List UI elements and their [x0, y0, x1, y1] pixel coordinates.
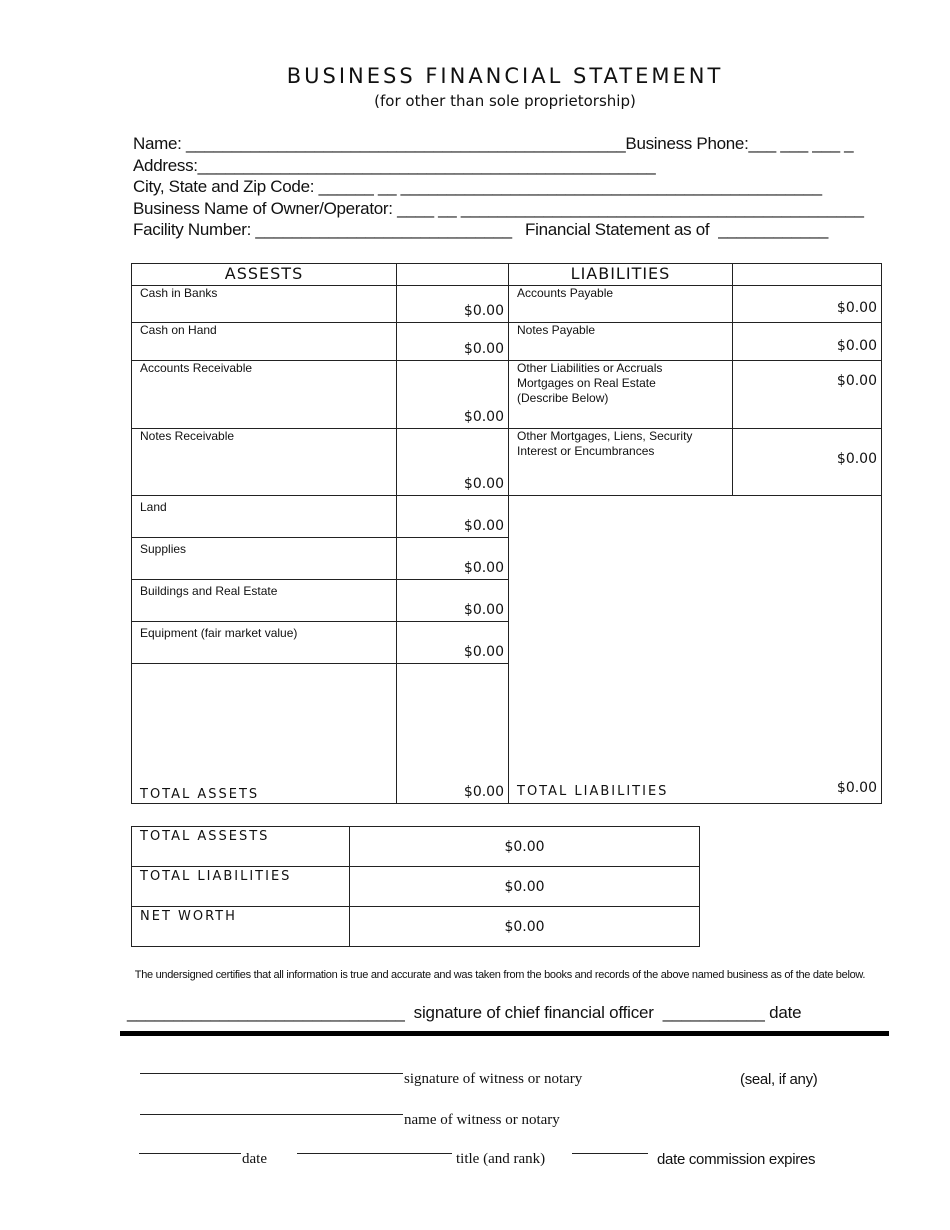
- asset-value: $0.00: [463, 644, 504, 660]
- asset-value-cell[interactable]: [397, 323, 509, 361]
- address-field[interactable]: Address:__________________________________________________: [133, 155, 656, 175]
- asset-value-cell[interactable]: [397, 361, 509, 429]
- liabilities-header: LIABILITIES: [509, 264, 733, 286]
- asset-value-cell[interactable]: [397, 429, 509, 496]
- asset-value-cell[interactable]: [397, 286, 509, 323]
- city-state-zip-field[interactable]: City, State and Zip Code: ______ __ ______________________________________________: [133, 177, 822, 196]
- summary-value: $0.00: [504, 839, 545, 855]
- page-subtitle: (for other than sole proprietorship): [374, 92, 636, 110]
- summary-value-cell[interactable]: [350, 827, 700, 867]
- name-field[interactable]: Name: ________________________________________________Business Phone:___ ___ ___ _: [133, 134, 854, 153]
- balance-sheet-table: [131, 263, 882, 804]
- liability-value: $0.00: [836, 451, 877, 467]
- commission-expires-label: date commission expires: [657, 1151, 816, 1168]
- liability-label: Notes Payable: [509, 323, 733, 361]
- total-liabilities-label: TOTAL LIABILITIES: [517, 784, 669, 799]
- title-line[interactable]: [297, 1153, 452, 1154]
- asset-value: $0.00: [463, 341, 504, 357]
- summary-value: $0.00: [504, 919, 545, 935]
- asset-value-cell[interactable]: [397, 580, 509, 622]
- certification-text: The undersigned certifies that all information is true and accurate and was taken from the books and records of the above named business as of the date below.: [134, 969, 866, 981]
- asset-label: Land: [132, 496, 397, 538]
- applicant-fields: [133, 133, 864, 241]
- witness-signature-label: signature of witness or notary: [404, 1071, 583, 1087]
- liability-value-cell[interactable]: [733, 429, 882, 496]
- summary-value-cell[interactable]: [350, 867, 700, 907]
- asset-label: Accounts Receivable: [132, 361, 397, 429]
- business-name-field[interactable]: Business Name of Owner/Operator: ____ __ ____________________________________________: [133, 198, 864, 218]
- liability-value-cell[interactable]: [733, 361, 882, 429]
- asset-value: $0.00: [463, 602, 504, 618]
- liability-value: $0.00: [836, 338, 877, 354]
- asset-value: $0.00: [463, 518, 504, 534]
- facility-number-field[interactable]: Facility Number: ____________________________ Financial Statement as of ____________: [133, 220, 829, 239]
- liability-value: $0.00: [836, 373, 877, 389]
- asset-value-cell[interactable]: [397, 538, 509, 580]
- asset-value: $0.00: [463, 560, 504, 576]
- asset-label: Cash on Hand: [132, 323, 397, 361]
- summary-label: TOTAL LIABILITIES: [132, 867, 350, 907]
- liability-value-cell[interactable]: [733, 323, 882, 361]
- total-assets-value-cell[interactable]: [397, 664, 509, 804]
- witness-signature-line[interactable]: [140, 1073, 403, 1074]
- liability-value-cell[interactable]: [733, 286, 882, 323]
- title-rank-label: title (and rank): [456, 1151, 546, 1167]
- asset-value-cell[interactable]: [397, 622, 509, 664]
- summary-label: NET WORTH: [132, 907, 350, 947]
- asset-label: Supplies: [132, 538, 397, 580]
- liabilities-total-area: [509, 496, 882, 804]
- cfo-signature-line[interactable]: ______________________________ signature of chief financial officer ___________ date: [127, 1003, 802, 1022]
- asset-label: Equipment (fair market value): [132, 622, 397, 664]
- total-assets-value: $0.00: [463, 784, 504, 800]
- liability-label: Other Liabilities or Accruals Mortgages on Real Estate (Describe Below): [509, 361, 733, 429]
- asset-value: $0.00: [463, 303, 504, 319]
- total-assets-cell: [132, 664, 397, 804]
- page-title: BUSINESS FINANCIAL STATEMENT: [286, 64, 724, 88]
- witness-name-label: name of witness or notary: [404, 1112, 560, 1128]
- asset-label: Cash in Banks: [132, 286, 397, 323]
- liability-label: Accounts Payable: [509, 286, 733, 323]
- summary-label: TOTAL ASSESTS: [132, 827, 350, 867]
- date-line[interactable]: [139, 1153, 241, 1154]
- summary-table: [131, 826, 700, 947]
- liability-value: $0.00: [836, 300, 877, 316]
- asset-label: Notes Receivable: [132, 429, 397, 496]
- seal-label: (seal, if any): [740, 1071, 818, 1088]
- asset-value: $0.00: [463, 409, 504, 425]
- divider-rule: [120, 1031, 889, 1036]
- date-label: date: [242, 1151, 267, 1167]
- assets-header: ASSESTS: [132, 264, 397, 286]
- asset-label: Buildings and Real Estate: [132, 580, 397, 622]
- asset-value: $0.00: [463, 476, 504, 492]
- asset-value-cell[interactable]: [397, 496, 509, 538]
- liability-label: Other Mortgages, Liens, Security Interest or Encumbrances: [509, 429, 733, 496]
- total-assets-label: TOTAL ASSETS: [140, 787, 260, 802]
- summary-value-cell[interactable]: [350, 907, 700, 947]
- summary-value: $0.00: [504, 879, 545, 895]
- witness-name-line[interactable]: [140, 1114, 403, 1115]
- total-liabilities-value: $0.00: [836, 780, 877, 796]
- commission-date-line[interactable]: [572, 1153, 648, 1154]
